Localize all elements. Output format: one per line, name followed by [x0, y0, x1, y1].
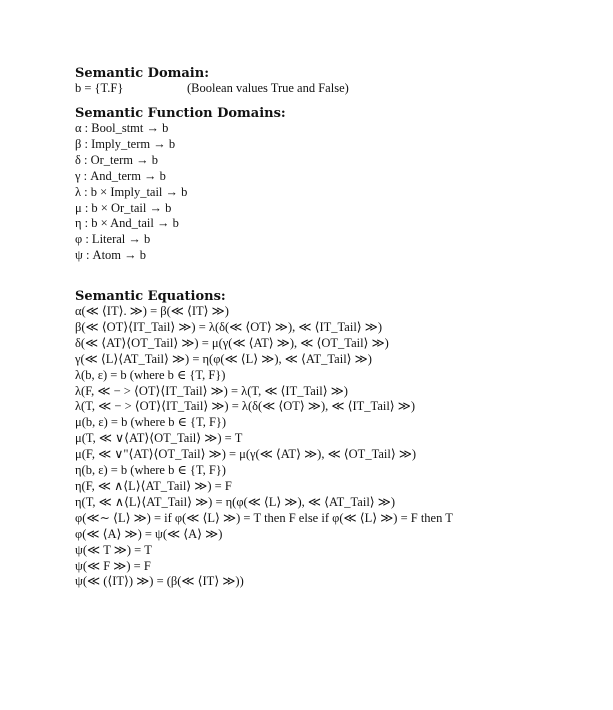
equation-line: λ(b, ε) = b (where b ∈ {T, F}) — [75, 367, 226, 382]
function-domain-line: φ : Literal → b — [75, 232, 151, 247]
equation-line: η(T, ≪ ∧⟨L⟩⟨AT_Tail⟩ ≫) = η(φ(≪ ⟨L⟩ ≫), ≪ ⟨AT_Tail⟩ ≫) — [75, 494, 396, 509]
equation-line: ψ(≪ (⟨IT⟩) ≫) = (β(≪ ⟨IT⟩ ≫)) — [75, 574, 244, 589]
semantic-domain-definition-row — [75, 81, 595, 97]
function-domain-line: α : Bool_stmt → b — [75, 121, 169, 135]
equation-line: δ(≪ ⟨AT⟩⟨OT_Tail⟩ ≫) = μ(γ(≪ ⟨AT⟩ ≫), ≪ ⟨OT_Tail⟩ ≫) — [75, 335, 389, 350]
equation-line: ψ(≪ T ≫) = T — [75, 542, 152, 557]
semantic-equations-heading: Semantic Equations: — [75, 289, 226, 304]
equation-line: α(≪ ⟨IT⟩. ≫) = β(≪ ⟨IT⟩ ≫) — [75, 304, 229, 318]
equation-line: β(≪ ⟨OT⟩⟨IT_Tail⟩ ≫) = λ(δ(≪ ⟨OT⟩ ≫), ≪ ⟨IT_Tail⟩ ≫) — [75, 319, 383, 334]
function-domain-line: η : b × And_tail → b — [75, 216, 179, 231]
equation-line: φ(≪∼ ⟨L⟩ ≫) = if φ(≪ ⟨L⟩ ≫) = T then F else if φ(≪ ⟨L⟩ ≫) = F then T — [75, 510, 453, 525]
equation-line: μ(b, ε) = b (where b ∈ {T, F}) — [75, 415, 227, 430]
function-domains-section — [75, 106, 595, 264]
equation-line: λ(T, ≪ − > ⟨OT⟩⟨IT_Tail⟩ ≫) = λ(δ(≪ ⟨OT⟩ ≫), ≪ ⟨IT_Tail⟩ ≫) — [75, 399, 416, 414]
equation-line: μ(T, ≪ ∨⟨AT⟩⟨OT_Tail⟩ ≫) = T — [75, 431, 243, 446]
equation-line: λ(F, ≪ − > ⟨OT⟩⟨IT_Tail⟩ ≫) = λ(T, ≪ ⟨IT_Tail⟩ ≫) — [75, 383, 348, 398]
equation-line: η(F, ≪ ∧⟨L⟩⟨AT_Tail⟩ ≫) = F — [75, 478, 232, 493]
function-domain-line: μ : b × Or_tail → b — [75, 200, 172, 215]
equation-line: μ(F, ≪ ∨"⟨AT⟩⟨OT_Tail⟩ ≫) = μ(γ(≪ ⟨AT⟩ ≫), ≪ ⟨OT_Tail⟩ ≫) — [75, 447, 417, 462]
function-domain-line: ψ : Atom → b — [75, 248, 147, 263]
semantic-domain-note: (Boolean values True and False) — [187, 81, 349, 95]
semantic-domain-heading: Semantic Domain: — [75, 66, 209, 81]
semantic-domain-definition: b = {T.F} — [75, 81, 124, 95]
semantic-equations-section — [75, 289, 595, 590]
function-domain-line: δ : Or_term → b — [75, 152, 158, 167]
equation-line: γ(≪ ⟨L⟩⟨AT_Tail⟩ ≫) = η(φ(≪ ⟨L⟩ ≫), ≪ ⟨AT_Tail⟩ ≫) — [75, 351, 372, 366]
function-domain-line: γ : And_term → b — [75, 168, 166, 183]
function-domain-line: λ : b × Imply_tail → b — [75, 184, 188, 199]
equation-line: η(b, ε) = b (where b ∈ {T, F}) — [75, 463, 226, 478]
function-domains-heading: Semantic Function Domains: — [75, 106, 286, 121]
function-domain-line: β : Imply_term → b — [75, 136, 176, 151]
equation-line: ψ(≪ F ≫) = F — [75, 558, 151, 573]
semantic-domain-section — [75, 66, 595, 97]
equation-line: φ(≪ ⟨A⟩ ≫) = ψ(≪ ⟨A⟩ ≫) — [75, 526, 223, 541]
